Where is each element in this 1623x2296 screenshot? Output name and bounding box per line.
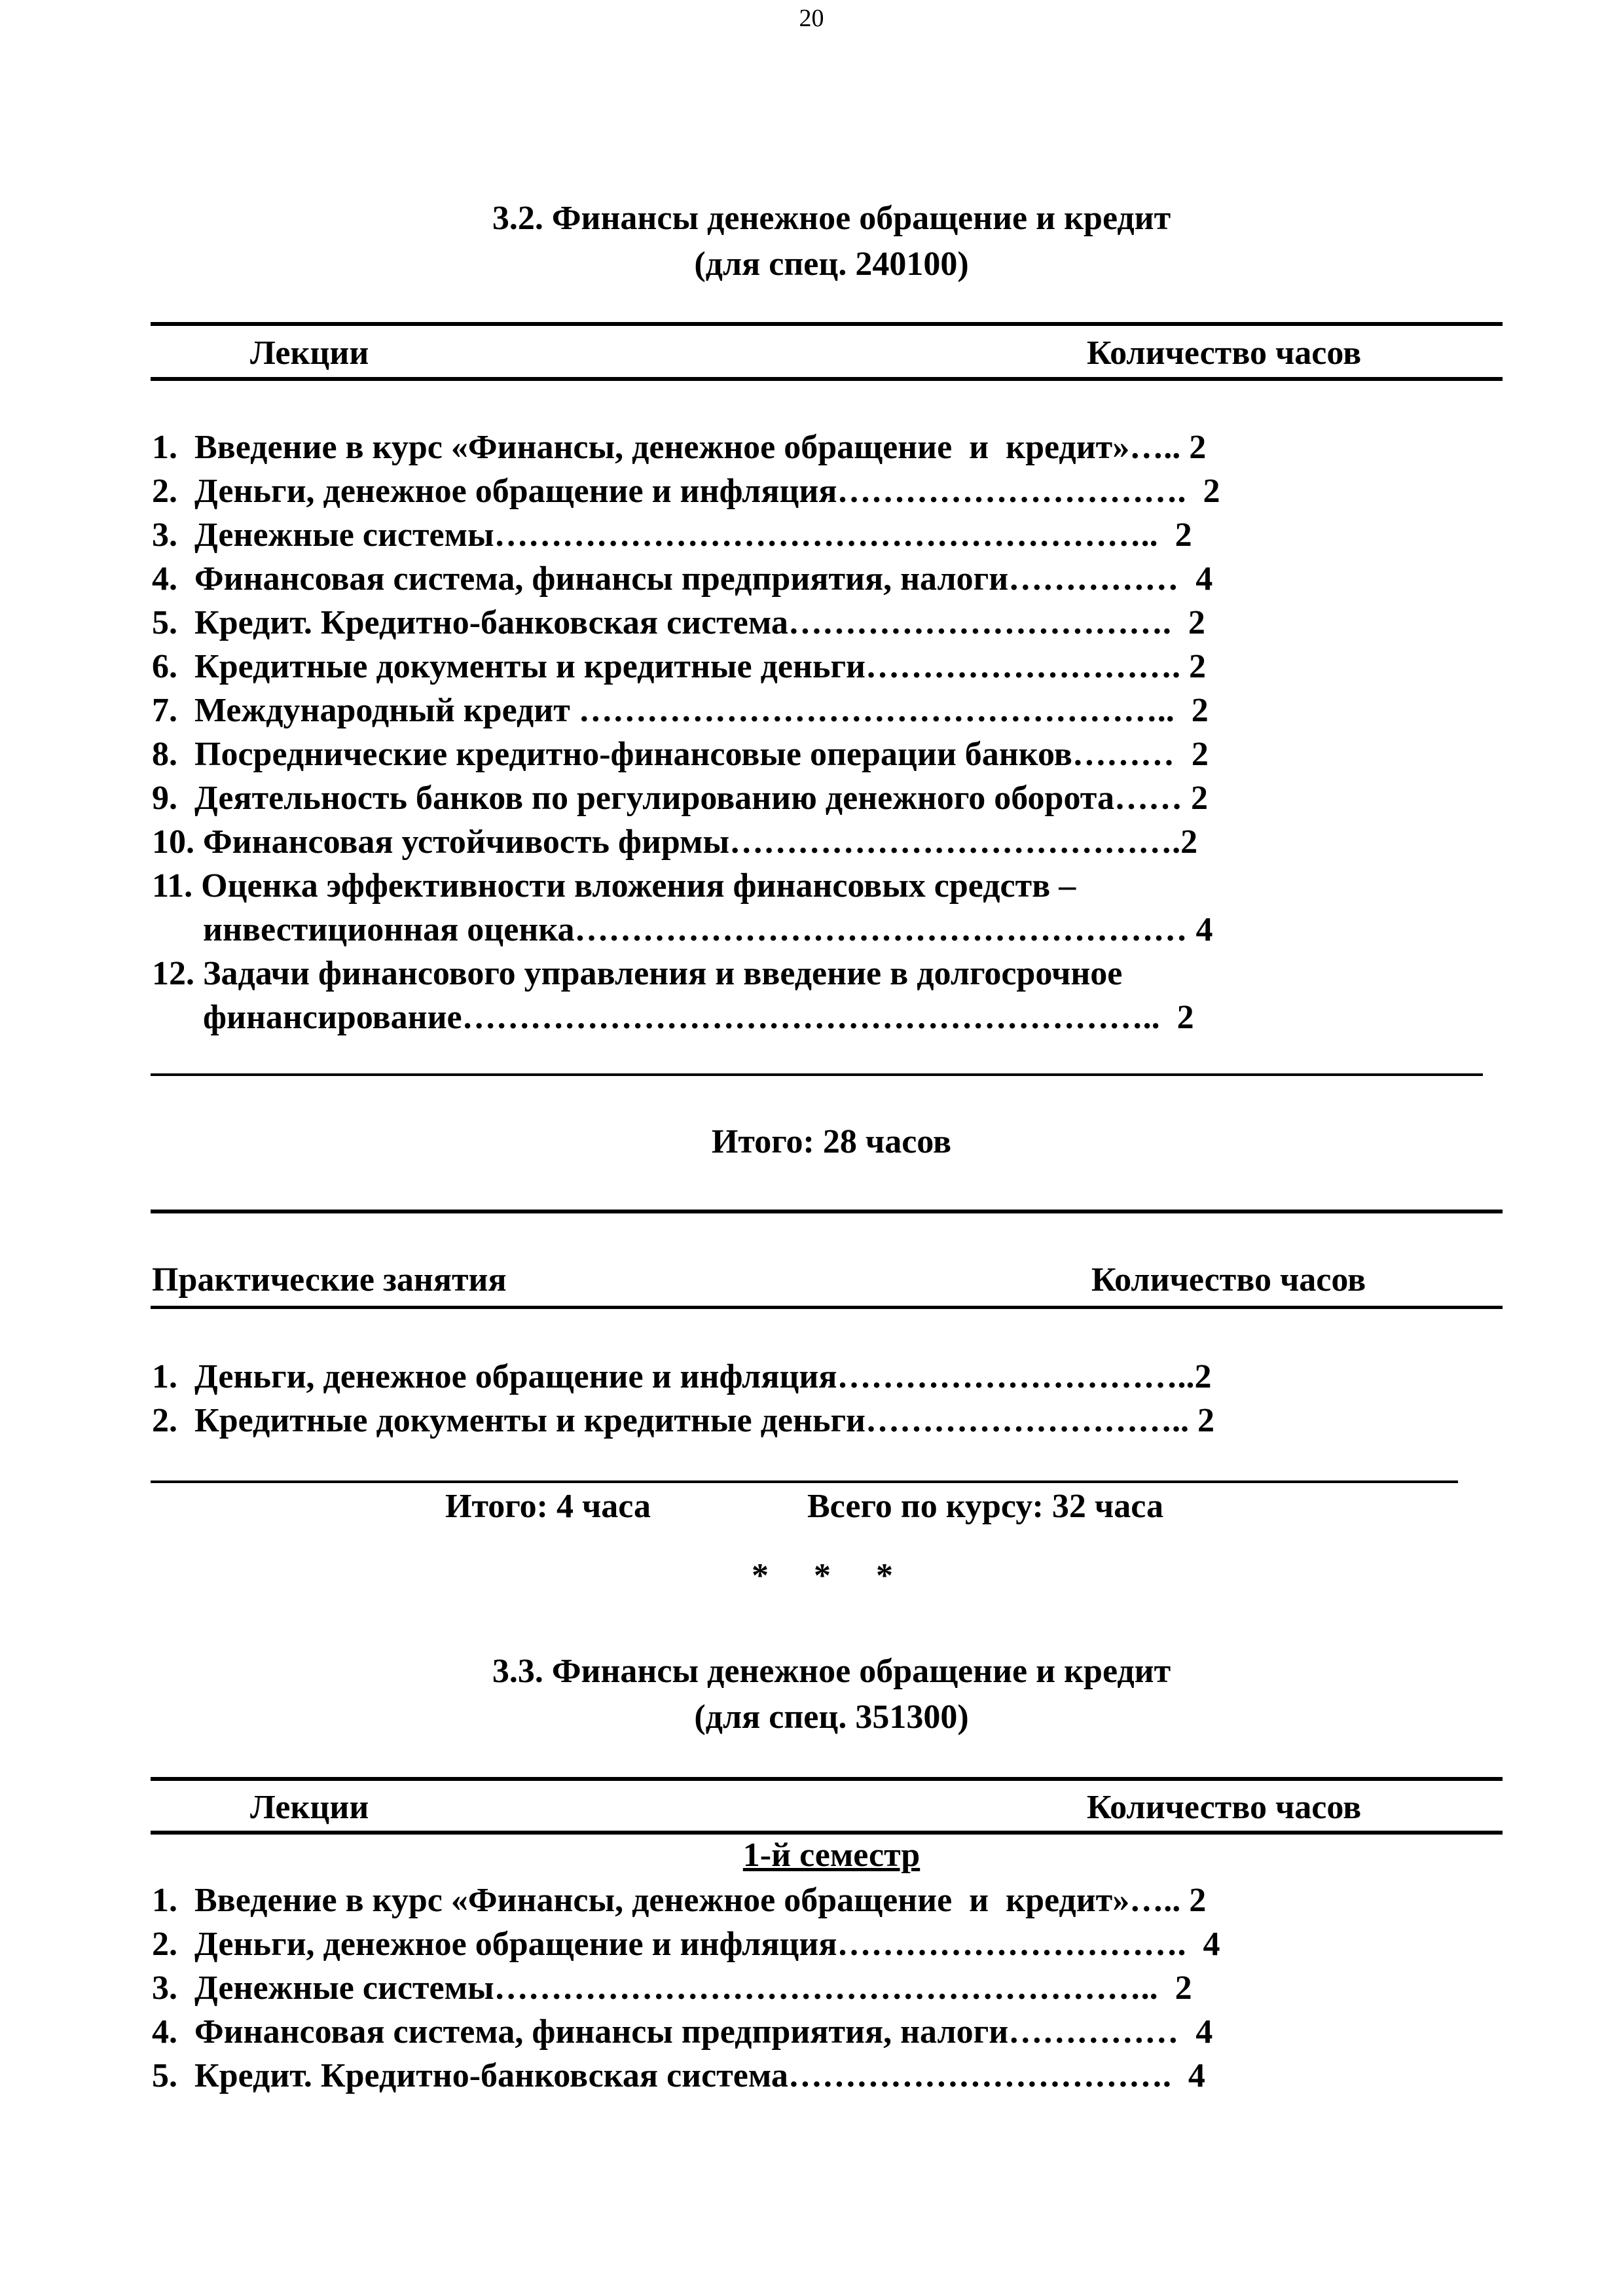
rule-top [151,322,1503,326]
list-item: 11. Оценка эффективности вложения финансовых средств – [152,867,1076,905]
list-item: 4. Финансовая система, финансы предприятия, налоги…………… 4 [152,560,1213,598]
list-item: 8. Посреднические кредитно-финансовые операции банков……… 2 [152,736,1209,773]
list-item: 2. Деньги, денежное обращение и инфляция…………………………. 2 [152,473,1220,510]
lectures-header: Лекции [250,334,369,372]
practice-hours-header: Количество часов [1091,1261,1366,1299]
list-item: 3. Денежные системы………………………………………………….. 2 [152,516,1192,554]
list-item: 4. Финансовая система, финансы предприятия, налоги…………… 4 [152,2013,1213,2051]
hours-header-3-3: Количество часов [1087,1789,1362,1826]
rule-before-practice [151,1210,1503,1213]
list-item: 1. Введение в курс «Финансы, денежное обращение и кредит»….. 2 [152,429,1207,466]
list-item: 5. Кредит. Кредитно-банковская система……………………………. 2 [152,604,1205,641]
section-3-2-title: 3.2. Финансы денежное обращение и кредит [492,200,1171,237]
list-item: 2. Кредитные документы и кредитные деньги……………………….. 2 [152,1402,1215,1439]
rule-after-lectures [151,1073,1483,1076]
rule-after-practice [151,1480,1458,1483]
list-item: 2. Деньги, денежное обращение и инфляция…………………………. 4 [152,1926,1220,1963]
list-item: 5. Кредит. Кредитно-банковская система……………………………. 4 [152,2057,1205,2094]
course-total: Всего по курсу: 32 часа [807,1488,1163,1525]
list-item: 3. Денежные системы………………………………………………….. 2 [152,1969,1192,2007]
practice-total: Итого: 4 часа [445,1488,651,1525]
list-item: 1. Деньги, денежное обращение и инфляция…………………………..2 [152,1358,1212,1395]
list-item: финансирование…………………………………………………….. 2 [152,999,1194,1036]
rule-below-practice-header [151,1306,1503,1309]
list-item: 6. Кредитные документы и кредитные деньги………………………. 2 [152,648,1207,685]
section-separator: * * * [752,1557,911,1594]
list-item: 9. Деятельность банков по регулированию денежного оборота…… 2 [152,780,1208,817]
hours-header: Количество часов [1087,334,1362,372]
section-3-2-subtitle: (для спец. 240100) [694,245,969,283]
list-item: 7. Международный кредит …………………………………………….. 2 [152,692,1209,729]
list-item: 10. Финансовая устойчивость фирмы………………………………….2 [152,823,1198,861]
rule-below-header [151,377,1503,381]
section-3-3-title: 3.3. Финансы денежное обращение и кредит [492,1653,1171,1690]
lectures-total: Итого: 28 часов [711,1123,952,1160]
list-item: 1. Введение в курс «Финансы, денежное обращение и кредит»….. 2 [152,1882,1207,1919]
list-item: 12. Задачи финансового управления и введение в долгосрочное [152,955,1123,992]
section-3-3-subtitle: (для спец. 351300) [694,1698,969,1736]
rule-below-header-3-3 [151,1831,1503,1835]
page-number: 20 [799,5,824,32]
lectures-header-3-3: Лекции [250,1789,369,1826]
semester-label: 1-й семестр [742,1837,921,1874]
list-item: инвестиционная оценка……………………………………………… 4 [152,911,1213,948]
rule-top-3-3 [151,1777,1503,1781]
practice-header: Практические занятия [152,1261,507,1299]
